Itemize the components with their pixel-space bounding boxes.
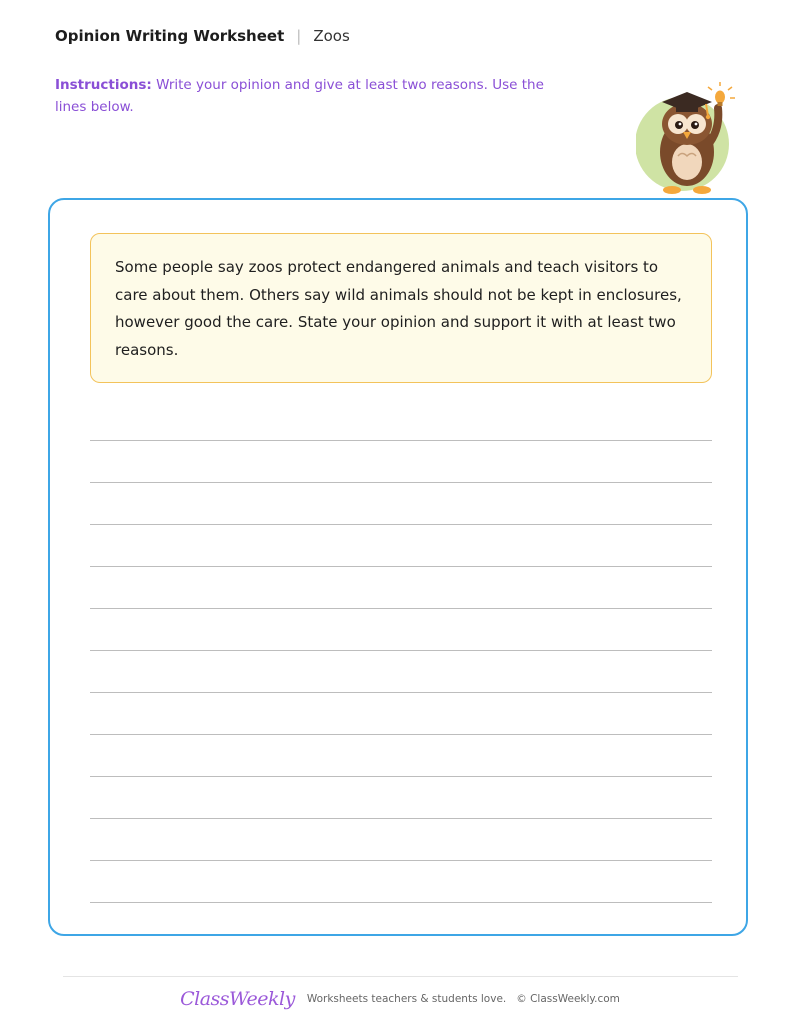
footer [0, 988, 800, 1010]
writing-line[interactable] [90, 650, 712, 651]
writing-line[interactable] [90, 566, 712, 567]
footer-divider [63, 976, 738, 977]
instructions [55, 74, 555, 118]
instructions-text: Write your opinion and give at least two reasons. Use the lines below. [55, 77, 544, 115]
worksheet-title: Opinion Writing Worksheet [55, 27, 285, 45]
instructions-label: Instructions: [55, 77, 152, 93]
header-separator: | [296, 27, 302, 45]
writing-line[interactable] [90, 860, 712, 861]
writing-line[interactable] [90, 692, 712, 693]
owl-graduate-mascot-icon [636, 82, 748, 198]
footer-copyright[interactable]: © ClassWeekly.com [516, 993, 620, 1005]
writing-line[interactable] [90, 608, 712, 609]
prompt-box: Some people say zoos protect endangered animals and teach visitors to care about them. Others say wild animals should not be kept in enclosures, however good the care. State your opinion and support it with at least two reasons. [90, 233, 712, 383]
footer-tagline: Worksheets teachers & students love. [306, 993, 507, 1005]
worksheet-header [55, 27, 350, 45]
writing-line[interactable] [90, 902, 712, 903]
worksheet-topic: Zoos [313, 27, 350, 45]
brand-logo[interactable]: ClassWeekly [180, 988, 295, 1010]
writing-line[interactable] [90, 482, 712, 483]
writing-line[interactable] [90, 818, 712, 819]
writing-line[interactable] [90, 734, 712, 735]
writing-line[interactable] [90, 524, 712, 525]
writing-frame [48, 198, 748, 936]
writing-line[interactable] [90, 440, 712, 441]
writing-line[interactable] [90, 776, 712, 777]
